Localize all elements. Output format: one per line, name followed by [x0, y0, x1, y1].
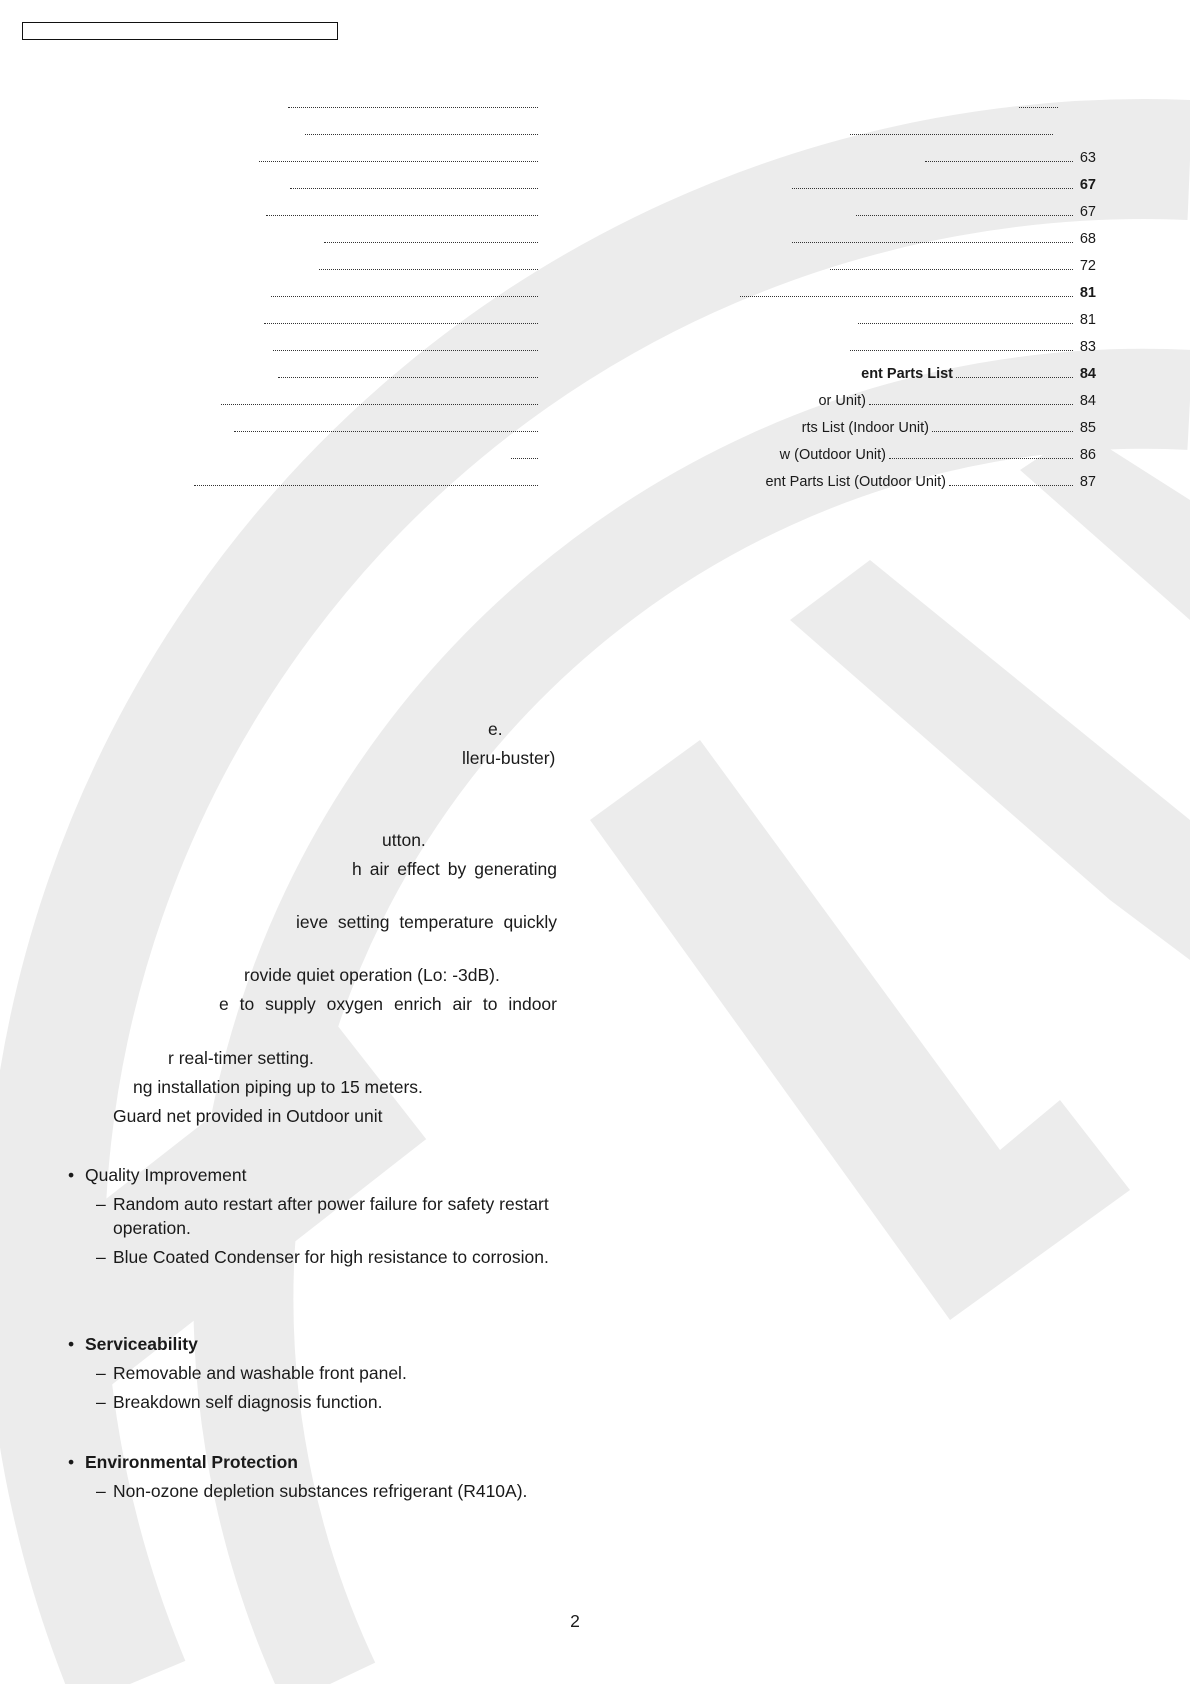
toc-entry[interactable] [256, 149, 538, 167]
serviceability-item: Removable and washable front panel. [113, 1363, 407, 1383]
dash-marker: – [96, 1481, 106, 1501]
toc-entry[interactable] [268, 284, 538, 302]
toc-leader [869, 404, 1073, 405]
toc-entry[interactable] [737, 284, 1096, 302]
toc-page: 83 [1079, 339, 1096, 355]
toc-page: 72 [1079, 258, 1096, 274]
quality-bullet: • [68, 1165, 75, 1185]
toc-page: 67 [1079, 204, 1096, 220]
toc-label: or Unit) [818, 393, 866, 409]
toc-entry[interactable] [853, 203, 1096, 221]
toc-entry[interactable] [922, 149, 1096, 167]
toc-entry[interactable] [270, 338, 538, 356]
toc-label: ent Parts List [861, 366, 953, 382]
toc-leader [319, 269, 538, 270]
toc-leader [932, 431, 1073, 432]
toc-leader [273, 350, 538, 351]
toc-page: 84 [1079, 366, 1096, 382]
toc-entry[interactable] [263, 203, 538, 221]
toc-page: 87 [1079, 474, 1096, 490]
toc-entry[interactable] [302, 122, 538, 140]
toc-leader [949, 485, 1073, 486]
toc-leader [194, 485, 538, 486]
toc-leader [740, 296, 1073, 297]
toc-entry[interactable] [218, 392, 538, 410]
toc-leader [858, 323, 1073, 324]
toc-leader [264, 323, 538, 324]
toc-entry[interactable] [847, 122, 1074, 140]
toc-leader [324, 242, 538, 243]
toc-leader [792, 188, 1073, 189]
feature-line: ng installation piping up to 15 meters. [133, 1077, 423, 1097]
toc-entry[interactable] [285, 95, 538, 113]
toc-leader [889, 458, 1073, 459]
toc-leader [278, 377, 538, 378]
dash-marker: – [96, 1247, 106, 1267]
toc-page: 84 [1079, 393, 1096, 409]
toc-entry[interactable] [231, 419, 538, 437]
dash-marker: – [96, 1194, 106, 1214]
toc-leader [850, 134, 1053, 135]
serviceability-item: Breakdown self diagnosis function. [113, 1392, 383, 1412]
serviceability-bullet: • [68, 1334, 75, 1354]
toc-leader [850, 350, 1073, 351]
toc-entry[interactable] [789, 176, 1096, 194]
serviceability-heading: Serviceability [85, 1334, 198, 1354]
toc-entry[interactable] [275, 365, 538, 383]
header-frame [22, 22, 338, 40]
toc-label: w (Outdoor Unit) [779, 447, 886, 463]
environment-heading: Environmental Protection [85, 1452, 298, 1472]
toc-page: 63 [1079, 150, 1096, 166]
toc-entry[interactable] [789, 230, 1096, 248]
toc-leader [259, 161, 538, 162]
feature-line: h air effect by generating [352, 859, 557, 879]
environment-bullet: • [68, 1452, 75, 1472]
toc-leader [925, 161, 1073, 162]
toc-entry[interactable] [740, 473, 1096, 491]
feature-line: e. [488, 719, 503, 739]
feature-line: utton. [382, 830, 426, 850]
toc-entry[interactable] [191, 473, 538, 491]
toc-leader [288, 107, 538, 108]
toc-entry[interactable] [508, 446, 538, 464]
toc-leader [1019, 107, 1058, 108]
toc-entry[interactable] [316, 257, 538, 275]
page-number: 2 [570, 1611, 580, 1631]
toc-leader [221, 404, 538, 405]
quality-item: Random auto restart after power failure for safety restart [113, 1194, 549, 1214]
toc-leader [234, 431, 538, 432]
toc-entry[interactable] [780, 419, 1096, 437]
toc-leader [271, 296, 538, 297]
toc-entry[interactable] [847, 338, 1096, 356]
dash-marker: – [96, 1363, 106, 1383]
quality-item-continued: operation. [113, 1218, 191, 1238]
toc-entry[interactable] [855, 311, 1096, 329]
toc-leader [266, 215, 538, 216]
toc-page: 81 [1079, 312, 1096, 328]
toc-entry[interactable] [786, 392, 1096, 410]
toc-leader [956, 377, 1073, 378]
toc-leader [290, 188, 538, 189]
toc-page: 85 [1079, 420, 1096, 436]
toc-entry[interactable] [287, 176, 538, 194]
environment-item: Non-ozone depletion substances refrigerant (R410A). [113, 1481, 528, 1501]
toc-leader [511, 458, 538, 459]
toc-entry[interactable] [321, 230, 538, 248]
toc-entry[interactable] [760, 446, 1096, 464]
toc-page: 68 [1079, 231, 1096, 247]
toc-leader [792, 242, 1073, 243]
feature-line: ieve setting temperature quickly [296, 912, 557, 932]
toc-leader [856, 215, 1073, 216]
feature-line: e to supply oxygen enrich air to indoor [219, 994, 557, 1014]
dash-marker: – [96, 1392, 106, 1412]
toc-leader [305, 134, 538, 135]
toc-label: rts List (Indoor Unit) [801, 420, 929, 436]
quality-item: Blue Coated Condenser for high resistance to corrosion. [113, 1247, 549, 1267]
toc-page: 67 [1079, 177, 1096, 193]
toc-leader [830, 269, 1073, 270]
toc-page: 86 [1079, 447, 1096, 463]
toc-entry[interactable] [261, 311, 538, 329]
toc-page: 81 [1079, 285, 1096, 301]
quality-heading: Quality Improvement [85, 1165, 247, 1185]
toc-label: ent Parts List (Outdoor Unit) [765, 474, 946, 490]
feature-line: r real-timer setting. [168, 1048, 314, 1068]
feature-line: Guard net provided in Outdoor unit [113, 1106, 383, 1126]
feature-line: lleru-buster) [462, 748, 556, 768]
feature-line: rovide quiet operation (Lo: -3dB). [244, 965, 500, 985]
toc-entry[interactable] [786, 365, 1096, 383]
toc-entry[interactable] [827, 257, 1096, 275]
toc-entry[interactable] [1016, 95, 1074, 113]
